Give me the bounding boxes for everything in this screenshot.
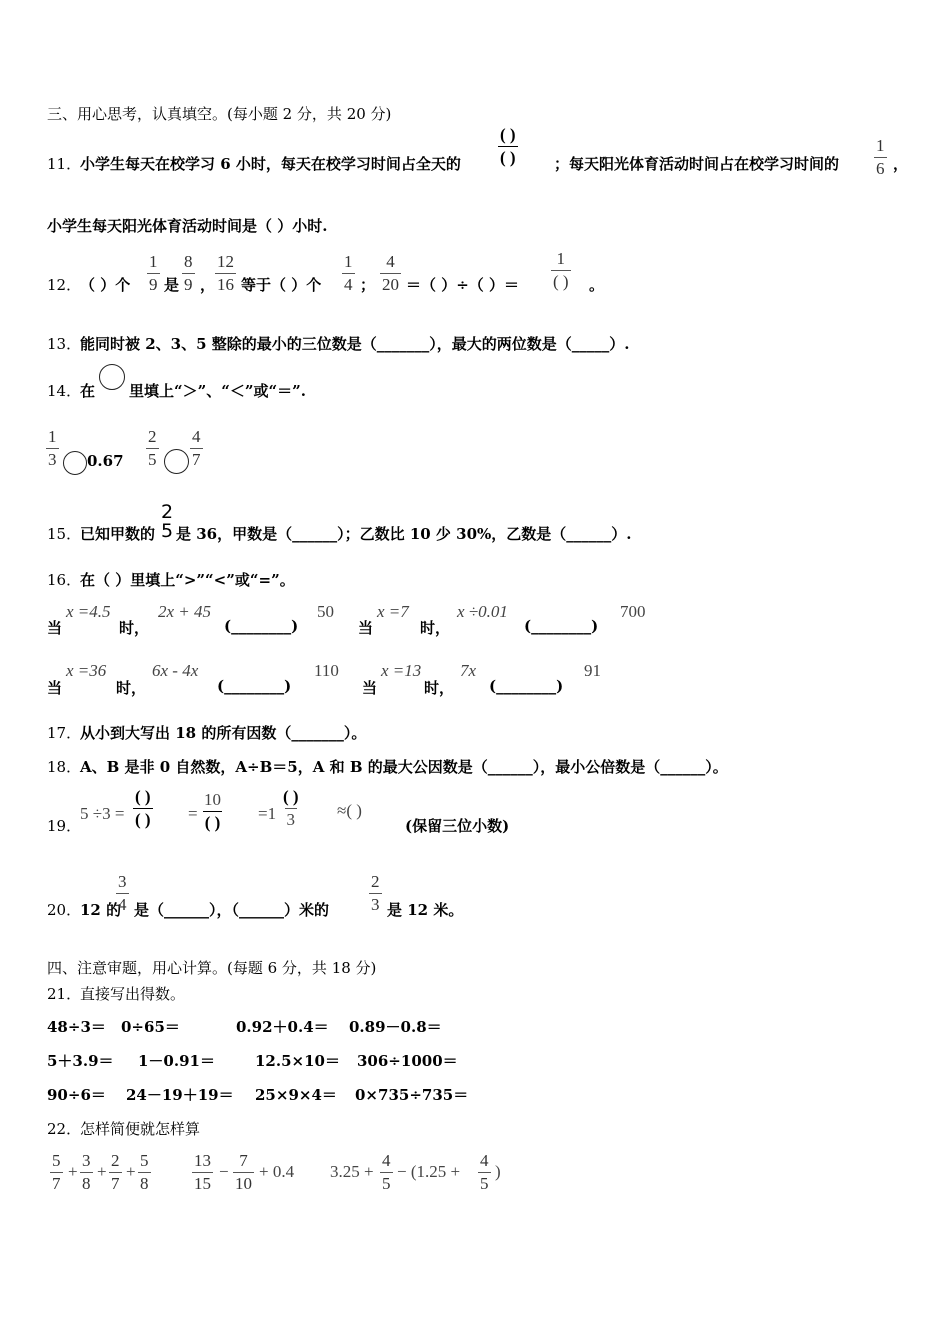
q16-dang-3: 当 (47, 679, 63, 697)
q16-cond-2: x =7 (377, 602, 409, 621)
q11-fraction (874, 137, 887, 177)
fraction-denominator: 5 (382, 1174, 391, 1193)
fraction-denominator: 3 (371, 895, 380, 914)
fraction-denominator: 8 (82, 1174, 91, 1193)
q21-item: 90÷6＝ (47, 1086, 106, 1104)
fraction-numerator: 4 (386, 252, 395, 271)
q12-fraction-2 (182, 253, 195, 293)
q12-fraction-4 (342, 253, 355, 293)
q15-number: 15． (47, 525, 82, 543)
section-4-title: 四、注意审题，用心计算。(每题 6 分，共 18 分) (47, 959, 377, 977)
q16-cond-3: x =36 (66, 661, 107, 680)
q22-e2-frac-b (233, 1152, 254, 1192)
q21-item: 12.5×10＝ (255, 1052, 340, 1070)
fraction-denominator: 3 (286, 810, 296, 829)
section-3-title: 三、用心思考，认真填空。(每小题 2 分，共 20 分) (47, 105, 392, 123)
q11-number: 11． (47, 155, 82, 173)
q12-text-7: 。 (589, 276, 605, 294)
q12-fraction-5 (380, 253, 401, 293)
q16-shi-3: 时， (116, 679, 147, 697)
q16-value-1: 50 (317, 602, 334, 621)
fraction-denominator: 20 (382, 275, 399, 294)
fraction-denominator: 4 (344, 275, 353, 294)
q14-text-1: 在 (80, 382, 96, 400)
q21-item: 306÷1000＝ (357, 1052, 458, 1070)
q22-number: 22． (47, 1120, 82, 1138)
q14-text-2: 里填上“＞”、“＜”或“＝”. (129, 382, 306, 400)
q16-expr-4: 7x (460, 661, 477, 680)
q22-e3-frac-a (380, 1152, 393, 1192)
fraction-numerator: 4 (382, 1151, 391, 1170)
fraction-numerator: 2 (148, 427, 157, 446)
fraction-numerator: 1 (876, 136, 885, 155)
q11-blank-fraction (498, 126, 518, 166)
fraction-numerator: 5 (52, 1151, 61, 1170)
q21-item: 1－0.91＝ (138, 1052, 215, 1070)
fraction-numerator: 4 (480, 1151, 489, 1170)
q16-dang-1: 当 (47, 619, 63, 637)
fraction-numerator: 3 (82, 1151, 91, 1170)
fraction-denominator: ( ) (500, 148, 516, 167)
q22-e1-frac-c (109, 1152, 122, 1192)
q16-expr-2: x ÷0.01 (457, 602, 508, 621)
q16-expr-3: 6x - 4x (152, 661, 199, 680)
fraction-denominator: 9 (149, 275, 158, 294)
q21-item: 25×9×4＝ (255, 1086, 337, 1104)
q19-approx: ≈( ) (337, 801, 362, 820)
q12-text-3: ， (200, 276, 216, 294)
fraction-denominator: 3 (48, 450, 57, 469)
q20-fraction-2 (369, 873, 382, 913)
fraction-numerator: ( ) (283, 787, 299, 806)
fraction-numerator: 5 (140, 1151, 149, 1170)
fraction-denominator: 7 (52, 1174, 61, 1193)
q16-shi-4: 时， (424, 679, 455, 697)
fraction-numerator: 2 (111, 1151, 120, 1170)
q21-item: 0÷65＝ (121, 1018, 180, 1036)
q21-item: 0.89－0.8＝ (349, 1018, 442, 1036)
fraction-numerator: 2 (371, 872, 380, 891)
q12-text-6: ＝（ ）÷（ ）＝ (406, 276, 520, 294)
q21-item: 0.92＋0.4＝ (236, 1018, 329, 1036)
fraction-numerator: 4 (192, 427, 201, 446)
fraction-numerator: 3 (118, 872, 127, 891)
q16-value-2: 700 (620, 602, 646, 621)
q17-text: 从小到大写出 18 的所有因数（_______）。 (80, 724, 367, 742)
q16-shi-2: 时， (420, 619, 451, 637)
q20-fraction-1 (116, 873, 129, 913)
q12-text-2: 是 (164, 276, 180, 294)
q14-fraction-a (46, 428, 59, 468)
q14-fraction-b2 (190, 428, 203, 468)
fraction-denominator: ( ) (135, 810, 151, 829)
q20-text-1: 12 的 (80, 901, 122, 919)
q11-text-1: 小学生每天在校学习 6 小时，每天在校学习时间占全天的 (80, 155, 461, 173)
fraction-denominator: 5 (148, 450, 157, 469)
q15-text-2: 是 36，甲数是（______）；乙数比 10 少 30%，乙数是（______）. (176, 525, 632, 543)
q19-fraction-1 (133, 788, 153, 828)
fraction-numerator: 1 (344, 252, 353, 271)
fraction-denominator: 5 (480, 1174, 489, 1193)
fraction-denominator: 16 (217, 275, 234, 294)
q16-text: 在（ ）里填上“>”“<”或“=”。 (80, 571, 295, 589)
fraction-numerator: 2 (161, 501, 174, 523)
q18-text: A、B 是非 0 自然数，A÷B＝5，A 和 B 的最大公因数是（______），最小公倍数是（______）。 (80, 758, 728, 776)
q11-text-2: ；每天阳光体育活动时间占在校学习时间的 (554, 155, 840, 173)
q22-title: 怎样简便就怎样算 (80, 1120, 201, 1138)
fraction-denominator: 10 (235, 1174, 252, 1193)
q12-text-5: ； (360, 276, 376, 294)
fraction-denominator: 15 (194, 1174, 211, 1193)
fraction-denominator: 7 (192, 450, 201, 469)
q19-eq-2: =1 (258, 804, 277, 823)
fraction-numerator: 8 (184, 252, 193, 271)
fraction-numerator: 12 (217, 252, 234, 271)
q22-e3-mid: − (1.25 + (397, 1162, 461, 1181)
q17-number: 17． (47, 724, 82, 742)
q16-dang-2: 当 (358, 619, 374, 637)
q16-blank-2[interactable]: (________) (524, 617, 599, 635)
q14-fraction-b1 (146, 428, 159, 468)
q12-fraction-1 (147, 253, 160, 293)
q22-e1-op: + (68, 1162, 78, 1181)
q22-e1-frac-a (50, 1152, 63, 1192)
answer-circle-2[interactable] (164, 449, 189, 474)
q16-blank-1[interactable]: (________) (224, 617, 299, 635)
fraction-denominator: 4 (118, 895, 127, 914)
q16-blank-4[interactable]: (________) (489, 677, 564, 695)
q12-fraction-6 (551, 250, 571, 290)
fraction-numerator: 7 (239, 1151, 248, 1170)
q16-cond-4: x =13 (381, 661, 422, 680)
fraction-numerator: ( ) (135, 787, 151, 806)
q16-blank-3[interactable]: (________) (217, 677, 292, 695)
q22-e2-op: − (219, 1162, 229, 1181)
answer-circle-1[interactable] (63, 451, 87, 475)
q12-number: 12． (47, 276, 82, 294)
q13-text: 能同时被 2、3、5 整除的最小的三位数是（_______），最大的两位数是（_____）. (80, 335, 630, 353)
fraction-numerator: 10 (204, 790, 221, 809)
fraction-numerator: 13 (194, 1151, 211, 1170)
q15-text-1: 已知甲数的 (80, 525, 156, 543)
q21-title: 直接写出得数。 (80, 985, 186, 1003)
q20-text-2: 是（______），（______）米的 (134, 901, 330, 919)
fraction-numerator: 1 (149, 252, 158, 271)
fraction-numerator: 1 (48, 427, 57, 446)
q21-item: 0×735÷735＝ (355, 1086, 469, 1104)
q16-cond-1: x =4.5 (66, 602, 111, 621)
q16-dang-4: 当 (362, 679, 378, 697)
q15-fraction (159, 503, 175, 541)
q22-e1-op: + (126, 1162, 136, 1181)
fraction-denominator: 7 (111, 1174, 120, 1193)
q11-comma: ， (893, 155, 909, 173)
fraction-denominator: 8 (140, 1174, 149, 1193)
fraction-denominator: ( ) (204, 813, 221, 832)
q18-number: 18． (47, 758, 82, 776)
q20-number: 20． (47, 901, 82, 919)
q16-value-3: 110 (314, 661, 339, 680)
q16-expr-1: 2x + 45 (158, 602, 212, 621)
q22-e3-frac-b (478, 1152, 491, 1192)
fraction-numerator: ( ) (500, 125, 516, 144)
q22-e1-op: + (97, 1162, 107, 1181)
q22-e1-frac-d (138, 1152, 151, 1192)
q19-number: 19． (47, 817, 82, 835)
q11-line-2: 小学生每天阳光体育活动时间是（ ）小时. (47, 217, 328, 235)
q19-note: (保留三位小数) (405, 817, 510, 835)
q20-text-3: 是 12 米。 (387, 901, 464, 919)
q12-fraction-3 (215, 253, 236, 293)
q21-item: 48÷3＝ (47, 1018, 106, 1036)
q22-e3-head: 3.25 + (330, 1162, 374, 1181)
q21-number: 21． (47, 985, 82, 1003)
q16-shi-1: 时， (119, 619, 150, 637)
q19-fraction-2 (202, 791, 223, 831)
q19-lhs: 5 ÷3 = (80, 804, 125, 823)
q19-eq-1: = (188, 804, 198, 823)
q16-number: 16． (47, 571, 82, 589)
q12-text-1: （ ）个 (80, 276, 131, 294)
fraction-denominator: ( ) (553, 272, 569, 291)
q22-e2-tail: + 0.4 (259, 1162, 295, 1181)
q13-number: 13． (47, 335, 82, 353)
q14-value-a: 0.67 (87, 452, 124, 470)
q21-item: 24－19＋19＝ (126, 1086, 234, 1104)
fraction-denominator: 5 (161, 520, 174, 542)
fraction-denominator: 6 (876, 159, 885, 178)
q19-fraction-3 (281, 788, 301, 828)
fraction-denominator: 9 (184, 275, 193, 294)
q22-e3-close: ) (495, 1162, 501, 1181)
q21-item: 5＋3.9＝ (47, 1052, 114, 1070)
fraction-numerator: 1 (556, 249, 566, 268)
q14-number: 14． (47, 382, 82, 400)
answer-circle-example (99, 364, 125, 390)
q12-text-4: 等于（ ）个 (241, 276, 322, 294)
q22-e2-frac-a (192, 1152, 213, 1192)
q16-value-4: 91 (584, 661, 601, 680)
q22-e1-frac-b (80, 1152, 93, 1192)
